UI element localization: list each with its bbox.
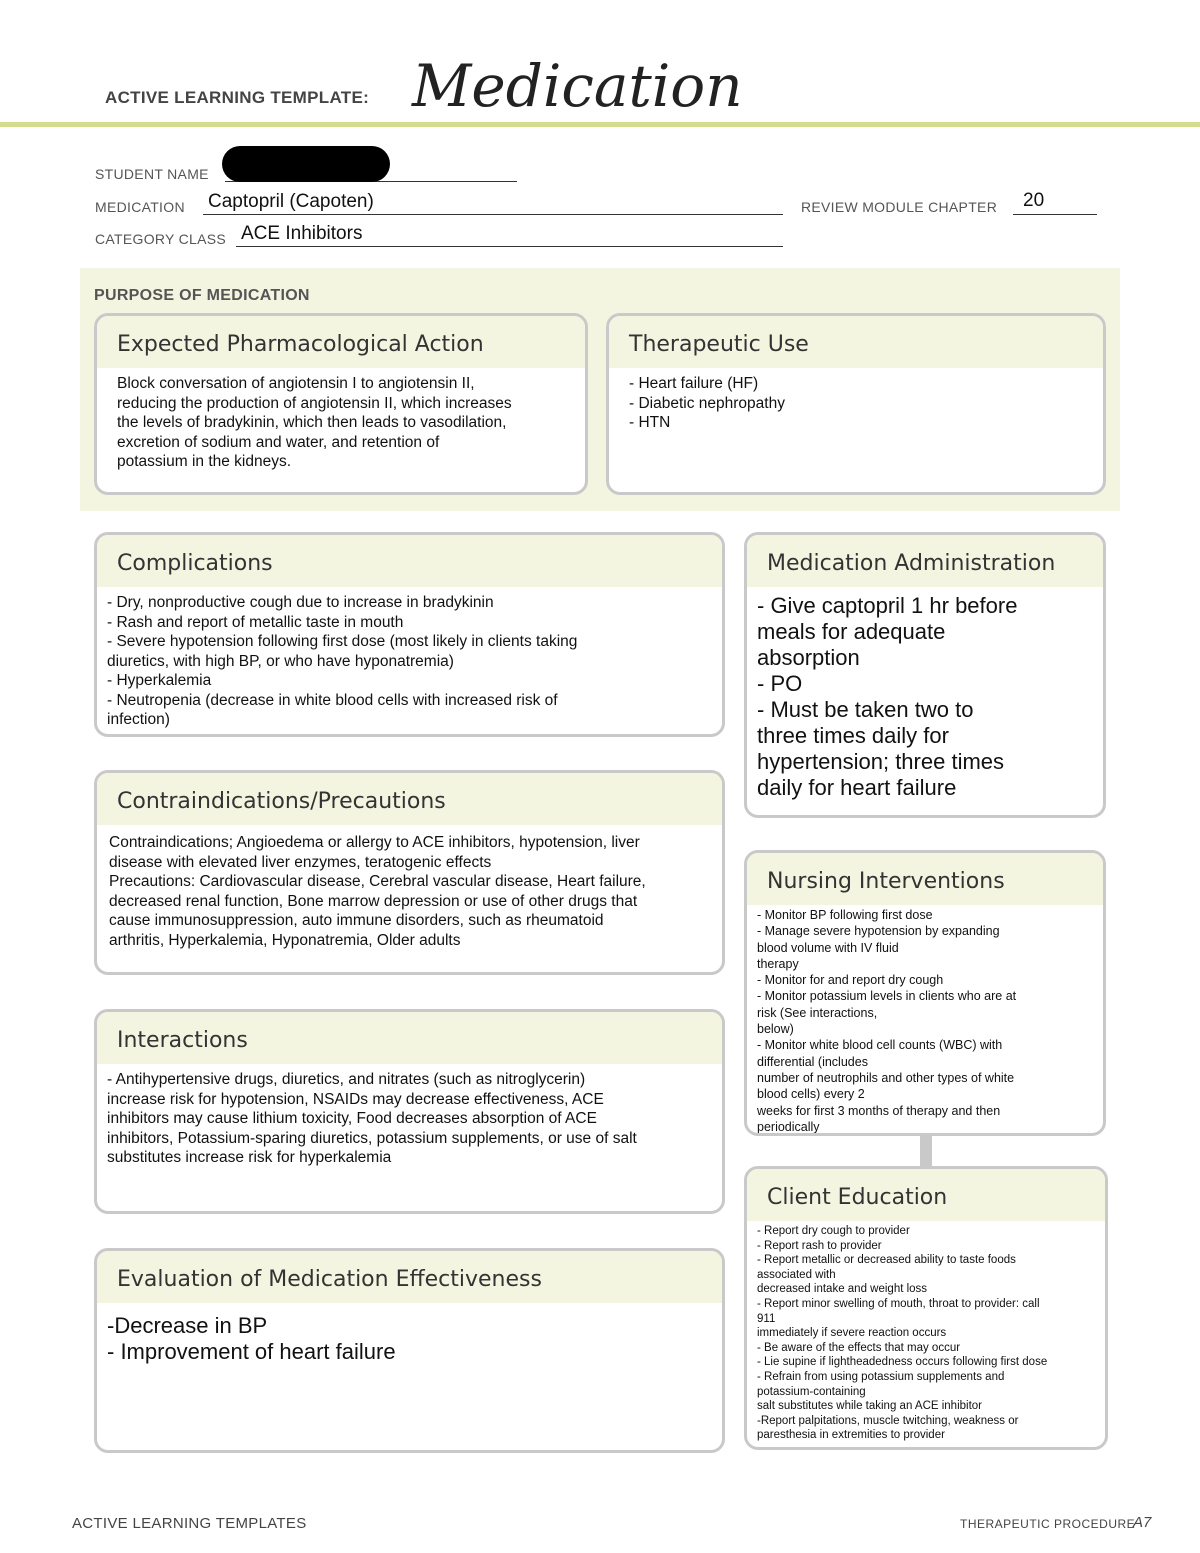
contraindications-body[interactable]: Contraindications; Angioedema or allergy to ACE inhibitors, hypotension, liver disease with elevated liver enzymes, teratogenic effects Precautions: Cardiovascular disease, Cerebral vascular disease, Heart failure, decreased renal function, Bone marrow depression or use of other drugs that cause immunosuppression, auto immune disorders, such as rheumatoid arthritis, Hyperkalemia, Hyponatremia, Older adults xyxy=(109,834,646,949)
card-header xyxy=(97,1012,722,1064)
template-label: ACTIVE LEARNING TEMPLATE: xyxy=(105,88,370,107)
interactions-body[interactable]: - Antihypertensive drugs, diuretics, and nitrates (such as nitroglycerin) increase risk for hypotension, NSAIDs may decrease effectiveness, ACE inhibitors may cause lithium toxicity, Food decreases absorption of ACE inhibitors, Potassium-sparing diuretics, potassium supplements, or use of salt substitutes increase risk for hyperkalemia xyxy=(107,1071,637,1166)
complications-title: Complications xyxy=(117,551,273,576)
footer-right: THERAPEUTIC PROCEDURE xyxy=(960,1517,1136,1531)
purpose-title: PURPOSE OF MEDICATION xyxy=(94,287,310,304)
card-header xyxy=(747,1169,1105,1221)
expected-action-card xyxy=(94,313,588,495)
therapeutic-use-title: Therapeutic Use xyxy=(629,332,809,357)
contraindications-title: Contraindications/Precautions xyxy=(117,789,446,814)
footer-left: ACTIVE LEARNING TEMPLATES xyxy=(72,1515,307,1532)
connector-bar xyxy=(920,1134,932,1168)
contraindications-card xyxy=(94,770,725,975)
complications-body[interactable]: - Dry, nonproductive cough due to increase in bradykinin - Rash and report of metallic taste in mouth - Severe hypotension following first dose (most likely in clients taking diuretics, with high BP, or who have hyponatremia) - Hyperkalemia - Neutropenia (decrease in white blood cells with increased risk of infection) xyxy=(107,594,578,728)
medication-administration-title: Medication Administration xyxy=(767,551,1056,576)
client-education-title: Client Education xyxy=(767,1185,948,1210)
card-header xyxy=(747,535,1103,587)
medication-label: MEDICATION xyxy=(95,199,185,215)
category-class-field[interactable] xyxy=(236,223,783,247)
redaction-mark xyxy=(222,146,390,182)
complications-card xyxy=(94,532,725,737)
client-education-card xyxy=(744,1166,1108,1450)
template-type-title: Medication xyxy=(412,52,743,120)
medication-value: Captopril (Capoten) xyxy=(208,191,374,212)
evaluation-body[interactable]: -Decrease in BP - Improvement of heart failure xyxy=(107,1313,396,1364)
therapeutic-use-card xyxy=(606,313,1106,495)
medication-field[interactable] xyxy=(203,191,783,215)
nursing-interventions-body[interactable]: - Monitor BP following first dose - Manage severe hypotension by expanding blood volume with IV fluid therapy - Monitor for and report dry cough - Monitor potassium levels in clients who are at risk (See interactions, below) - Monitor white blood cell counts (WBC) with differential (includes number of neutrophils and other types of white blood cells) every 2 weeks for first 3 months of therapy and then periodically xyxy=(757,908,1017,1134)
medication-administration-card xyxy=(744,532,1106,818)
nursing-interventions-title: Nursing Interventions xyxy=(767,869,1005,894)
review-module-label: REVIEW MODULE CHAPTER xyxy=(801,199,998,215)
review-module-field[interactable] xyxy=(1013,190,1097,215)
review-module-value: 20 xyxy=(1023,190,1045,211)
interactions-title: Interactions xyxy=(117,1028,248,1053)
card-header xyxy=(747,853,1103,905)
expected-action-title: Expected Pharmacological Action xyxy=(117,332,484,357)
student-name-label: STUDENT NAME xyxy=(95,166,209,182)
footer-page-number: A7 xyxy=(1133,1514,1152,1531)
client-education-body[interactable]: - Report dry cough to provider - Report rash to provider - Report metallic or decreased ability to taste foods associated with decreased intake and weight loss - Report minor swelling of mouth, throat to provider: call 911 immediately if severe reaction occurs - Be aware of the effects that may occur - Lie supine if lightheadedness occurs following first dose - Refrain from using potassium supplements and potassium-containing salt substitutes while taking an ACE inhibitor -Report palpitations, muscle twitching, weakness or paresthesia in extremities to provider xyxy=(757,1225,1048,1442)
category-class-value: ACE Inhibitors xyxy=(241,223,363,244)
evaluation-title: Evaluation of Medication Effectiveness xyxy=(117,1267,542,1292)
card-header xyxy=(97,1251,722,1303)
header-rule xyxy=(0,122,1200,127)
card-header xyxy=(97,535,722,587)
card-header xyxy=(97,773,722,825)
expected-action-body[interactable]: Block conversation of angiotensin I to angiotensin II, reducing the production of angiotensin II, which increases the levels of bradykinin, which then leads to vasodilation, excretion of sodium and water, and retention of potassium in the kidneys. xyxy=(117,375,512,470)
nursing-interventions-card xyxy=(744,850,1106,1136)
interactions-card xyxy=(94,1009,725,1214)
therapeutic-use-body[interactable]: - Heart failure (HF) - Diabetic nephropathy - HTN xyxy=(629,375,785,431)
medication-administration-body[interactable]: - Give captopril 1 hr before meals for adequate absorption - PO - Must be taken two to three times daily for hypertension; three times daily for heart failure xyxy=(757,593,1018,800)
card-header xyxy=(97,316,585,368)
card-header xyxy=(609,316,1103,368)
category-class-label: CATEGORY CLASS xyxy=(95,231,227,247)
evaluation-card xyxy=(94,1248,725,1453)
